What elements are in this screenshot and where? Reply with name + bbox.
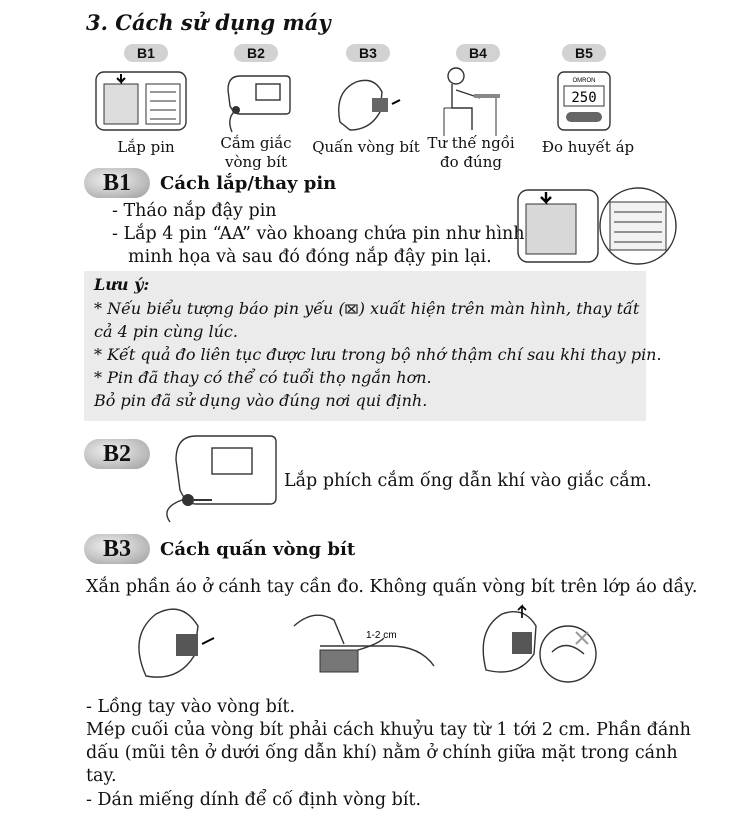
b2-text: Lắp phích cắm ống dẫn khí vào giắc cắm. [284, 471, 652, 491]
battery-compartment-illustration [94, 70, 188, 132]
device-reading: 250 [571, 90, 597, 106]
b3-badge: B3 [84, 534, 150, 564]
device-display-illustration [556, 70, 612, 132]
note-heading: Lưu ý: [94, 275, 150, 294]
b3-line-1: - Lồng tay vào vòng bít. [86, 697, 296, 717]
step-caption-b3: Quấn vòng bít [312, 138, 420, 156]
sleeve-roll-illustration [126, 604, 216, 684]
b3-line-2b: dấu (mũi tên ở dưới ống dẫn khí) nằm ở chính giữa mặt trong cánh [86, 743, 678, 763]
note-line-1b: ) xuất hiện trên màn hình, thay tất [358, 299, 640, 318]
step-badge-b4: B4 [456, 44, 500, 62]
b3-intro: Xắn phần áo ở cánh tay cần đo. Không quấn vòng bít trên lớp áo dầy. [86, 577, 698, 597]
battery-cover-illustration [516, 186, 716, 266]
b2-badge: B2 [84, 439, 150, 469]
note-line-4: * Pin đã thay có thể có tuổi thọ ngắn hơn. [94, 368, 432, 387]
step-badge-b3: B3 [346, 44, 390, 62]
note-line-1a: * Nếu biểu tượng báo pin yếu ( [94, 299, 345, 318]
step-badge-b5: B5 [562, 44, 606, 62]
step-caption-b5: Đo huyết áp [541, 138, 635, 156]
sitting-posture-illustration [438, 66, 504, 138]
step-badge-b2: B2 [234, 44, 278, 62]
note-line-3: * Kết quả đo liên tục được lưu trong bộ nhớ thậm chí sau khi thay pin. [94, 345, 662, 364]
cuff-position-illustration [290, 606, 440, 678]
cuff-connector-illustration [160, 430, 280, 522]
b1-bullet-2a: - Lắp 4 pin “AA” vào khoang chứa pin như hình [112, 224, 525, 244]
distance-label: 1-2 cm [366, 630, 397, 641]
b3-line-2a: Mép cuối của vòng bít phải cách khuỷu tay từ 1 tới 2 cm. Phần đánh [86, 720, 691, 740]
section-title: 3. Cách sử dụng máy [86, 10, 331, 35]
step-caption-b2: Cắm giắc vòng bít [220, 134, 292, 171]
note-line-1 [94, 299, 639, 318]
step-caption-b1: Lắp pin [117, 138, 175, 156]
b3-line-3: - Dán miếng dính để cố định vòng bít. [86, 790, 422, 810]
device-brand: OMRON [572, 78, 596, 84]
b1-title: Cách lắp/thay pin [160, 173, 337, 194]
b1-badge: B1 [84, 168, 150, 198]
cuff-plug-illustration [222, 72, 292, 134]
step-caption-b4: Tư thế ngồi đo đúng [427, 134, 515, 171]
cuff-wrap-illustration [330, 72, 400, 134]
note-line-5: Bỏ pin đã sử dụng vào đúng nơi qui định. [94, 391, 428, 410]
wrong-cuff-illustration [476, 604, 606, 684]
note-box [84, 271, 662, 421]
b1-bullet-2b: minh họa và sau đó đóng nắp đậy pin lại. [128, 247, 492, 267]
b3-line-2c: tay. [86, 766, 117, 786]
b3-title: Cách quấn vòng bít [160, 539, 356, 560]
step-badge-b1: B1 [124, 44, 168, 62]
b1-bullet-1: - Tháo nắp đậy pin [112, 201, 277, 221]
low-battery-icon [345, 300, 359, 312]
note-line-2: cả 4 pin cùng lúc. [94, 322, 238, 341]
